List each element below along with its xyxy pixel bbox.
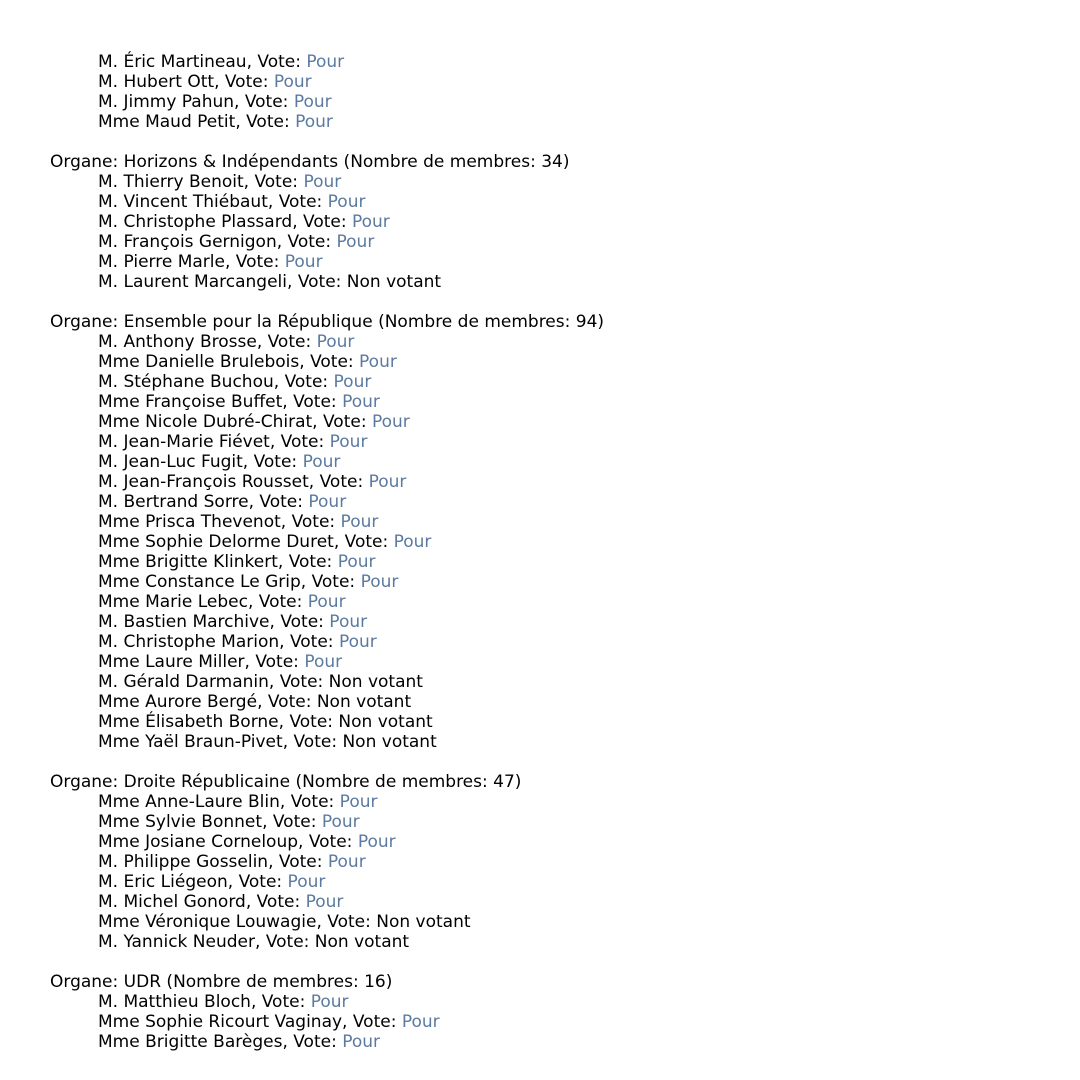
member-name: Mme Maud Petit [98, 112, 236, 132]
vote-label: Vote: [265, 932, 315, 952]
member-row: M. Anthony Brosse, Vote: Pour [98, 332, 355, 352]
member-row: Mme Brigitte Barèges, Vote: Pour [98, 1032, 381, 1052]
member-row: M. Bastien Marchive, Vote: Pour [98, 612, 368, 632]
vote-value: Pour [273, 72, 312, 92]
vote-label: Vote: [256, 892, 306, 912]
vote-value: Pour [360, 572, 399, 592]
member-count-label: Nombre de membres: [384, 312, 576, 332]
vote-value: Pour [339, 792, 378, 812]
member-name: M. Christophe Marion [98, 632, 280, 652]
member-row: M. Gérald Darmanin, Vote: Non votant [98, 672, 423, 692]
member-row: M. Hubert Ott, Vote: Pour [98, 72, 312, 92]
member-row: Mme Danielle Brulebois, Vote: Pour [98, 352, 397, 372]
vote-label: Vote: [293, 732, 343, 752]
vote-value: Non votant [316, 692, 412, 712]
vote-value: Pour [338, 632, 377, 652]
member-row: M. François Gernigon, Vote: Pour [98, 232, 375, 252]
member-row: M. Thierry Benoit, Vote: Pour [98, 172, 342, 192]
vote-label: Vote: [293, 1032, 343, 1052]
vote-label: Vote: [253, 452, 303, 472]
member-row: Mme Anne-Laure Blin, Vote: Pour [98, 792, 378, 812]
group-spacer [50, 132, 1050, 152]
member-count: 34 [541, 152, 563, 172]
vote-label: Vote: [255, 652, 305, 672]
vote-value: Pour [329, 432, 368, 452]
vote-label: Vote: [272, 812, 322, 832]
organe-name: Ensemble pour la République [123, 312, 373, 332]
member-row: M. Matthieu Bloch, Vote: Pour [98, 992, 349, 1012]
member-name: M. Eric Liégeon [98, 872, 228, 892]
member-name: M. Gérald Darmanin [98, 672, 269, 692]
organe-header: Organe: Ensemble pour la République (Nombre de membres: 94) [50, 312, 605, 332]
organe-name: UDR [123, 972, 162, 992]
member-row: Mme Constance Le Grip, Vote: Pour [98, 572, 399, 592]
vote-label: Vote: [278, 192, 328, 212]
vote-label: Vote: [291, 512, 341, 532]
member-name: M. Matthieu Bloch [98, 992, 251, 1012]
vote-value: Pour [333, 372, 372, 392]
organe-label: Organe: [50, 972, 124, 992]
member-name: Mme Véronique Louwagie [98, 912, 317, 932]
member-name: M. Stéphane Buchou [98, 372, 274, 392]
member-row: Mme Nicole Dubré-Chirat, Vote: Pour [98, 412, 410, 432]
member-row: M. Philippe Gosselin, Vote: Pour [98, 852, 366, 872]
vote-label: Vote: [352, 1012, 402, 1032]
vote-label: Vote: [297, 272, 347, 292]
member-row: Mme Élisabeth Borne, Vote: Non votant [98, 712, 433, 732]
vote-label: Vote: [258, 592, 308, 612]
member-name: Mme Brigitte Klinkert [98, 552, 278, 572]
vote-label: Vote: [293, 392, 343, 412]
vote-label: Vote: [311, 572, 361, 592]
vote-value: Pour [368, 472, 407, 492]
vote-value: Pour [308, 492, 347, 512]
member-name: Mme Laure Miller [98, 652, 245, 672]
organe-label: Organe: [50, 152, 124, 172]
vote-label: Vote: [267, 692, 317, 712]
member-name: Mme Constance Le Grip [98, 572, 301, 592]
vote-value: Pour [337, 552, 376, 572]
organe-group [50, 772, 1050, 952]
member-name: M. Pierre Marle [98, 252, 225, 272]
member-name: M. Jean-Luc Fugit [98, 452, 243, 472]
member-name: Mme Aurore Bergé [98, 692, 258, 712]
organe-header: Organe: UDR (Nombre de membres: 16) [50, 972, 393, 992]
member-row: Mme Marie Lebec, Vote: Pour [98, 592, 346, 612]
member-row: Mme Maud Petit, Vote: Pour [98, 112, 333, 132]
vote-value: Pour [393, 532, 432, 552]
vote-label: Vote: [246, 112, 296, 132]
organe-group [50, 52, 1050, 132]
vote-value: Non votant [338, 712, 433, 732]
member-name: Mme Prisca Thevenot [98, 512, 281, 532]
vote-value: Pour [342, 1032, 381, 1052]
vote-value: Pour [342, 392, 380, 412]
member-name: M. François Gernigon [98, 232, 277, 252]
member-name: Mme Anne-Laure Blin [98, 792, 280, 812]
vote-label: Vote: [310, 352, 360, 372]
member-row: Mme Véronique Louwagie, Vote: Non votant [98, 912, 471, 932]
member-name: M. Michel Gonord [98, 892, 246, 912]
vote-value: Non votant [314, 932, 410, 952]
vote-value: Pour [303, 172, 342, 192]
vote-value: Pour [310, 992, 349, 1012]
vote-value: Non votant [342, 732, 437, 752]
vote-value: Pour [351, 212, 390, 232]
member-row: M. Bertrand Sorre, Vote: Pour [98, 492, 347, 512]
member-name: M. Anthony Brosse [98, 332, 257, 352]
member-row: Mme Brigitte Klinkert, Vote: Pour [98, 552, 376, 572]
vote-value: Pour [316, 332, 355, 352]
vote-value: Pour [321, 812, 360, 832]
member-name: Mme Sophie Ricourt Vaginay [98, 1012, 343, 1032]
vote-label: Vote: [289, 632, 339, 652]
member-row: Mme Sophie Delorme Duret, Vote: Pour [98, 532, 432, 552]
member-name: M. Vincent Thiébaut [98, 192, 268, 212]
vote-label: Vote: [288, 552, 338, 572]
member-name: M. Philippe Gosselin [98, 852, 269, 872]
member-name: Mme Danielle Brulebois [98, 352, 300, 372]
vote-value: Pour [359, 352, 397, 372]
vote-label: Vote: [322, 412, 372, 432]
member-name: M. Jean-François Rousset [98, 472, 309, 492]
group-spacer [50, 752, 1050, 772]
vote-value: Pour [401, 1012, 440, 1032]
vote-value: Pour [287, 872, 326, 892]
vote-label: Vote: [267, 332, 317, 352]
vote-value: Pour [336, 232, 375, 252]
organe-group [50, 972, 1050, 1052]
member-row: M. Stéphane Buchou, Vote: Pour [98, 372, 372, 392]
member-row: Mme Yaël Braun-Pivet, Vote: Non votant [98, 732, 437, 752]
member-row: M. Eric Liégeon, Vote: Pour [98, 872, 326, 892]
member-name: Mme Sophie Delorme Duret [98, 532, 334, 552]
member-row: M. Jean-François Rousset, Vote: Pour [98, 472, 407, 492]
vote-label: Vote: [327, 912, 377, 932]
vote-label: Vote: [280, 612, 330, 632]
member-count: 47 [493, 772, 515, 792]
vote-value: Non votant [328, 672, 423, 692]
vote-label: Vote: [261, 992, 311, 1012]
member-row: M. Christophe Marion, Vote: Pour [98, 632, 377, 652]
vote-value: Pour [304, 652, 343, 672]
member-row: M. Michel Gonord, Vote: Pour [98, 892, 344, 912]
organe-name: Droite Républicaine [123, 772, 291, 792]
member-name: Mme Marie Lebec [98, 592, 248, 612]
vote-value: Pour [327, 852, 366, 872]
member-count: 94 [575, 312, 598, 332]
member-count-label: Nombre de membres: [350, 152, 542, 172]
member-name: M. Christophe Plassard [98, 212, 293, 232]
vote-label: Vote: [319, 472, 369, 492]
organe-label: Organe: [50, 312, 124, 332]
member-name: Mme Françoise Buffet [98, 392, 283, 412]
vote-label: Vote: [344, 532, 394, 552]
member-row: Mme Françoise Buffet, Vote: Pour [98, 392, 380, 412]
member-row: M. Vincent Thiébaut, Vote: Pour [98, 192, 366, 212]
member-name: M. Jimmy Pahun [98, 92, 235, 112]
group-spacer [50, 952, 1050, 972]
member-row: Mme Prisca Thevenot, Vote: Pour [98, 512, 379, 532]
vote-label: Vote: [290, 792, 340, 812]
member-name: M. Yannick Neuder [98, 932, 255, 952]
vote-label: Vote: [257, 52, 307, 72]
member-row: M. Laurent Marcangeli, Vote: Non votant [98, 272, 442, 292]
group-spacer [50, 292, 1050, 312]
member-name: Mme Nicole Dubré-Chirat [98, 412, 313, 432]
organe-header: Organe: Droite Républicaine (Nombre de membres: 47) [50, 772, 522, 792]
member-name: M. Bertrand Sorre [98, 492, 249, 512]
member-name: Mme Josiane Corneloup [98, 832, 299, 852]
member-count-label: Nombre de membres: [302, 772, 494, 792]
vote-value: Pour [371, 412, 410, 432]
vote-label: Vote: [284, 372, 334, 392]
member-row: Mme Laure Miller, Vote: Pour [98, 652, 343, 672]
organe-name: Horizons & Indépendants [123, 152, 339, 172]
member-row: M. Éric Martineau, Vote: Pour [98, 52, 345, 72]
vote-label: Vote: [280, 432, 330, 452]
vote-label: Vote: [289, 712, 339, 732]
member-row: M. Christophe Plassard, Vote: Pour [98, 212, 390, 232]
member-name: M. Bastien Marchive [98, 612, 270, 632]
member-row: Mme Sylvie Bonnet, Vote: Pour [98, 812, 360, 832]
member-row: Mme Josiane Corneloup, Vote: Pour [98, 832, 396, 852]
member-name: M. Éric Martineau [98, 52, 247, 72]
member-name: M. Hubert Ott [98, 72, 215, 92]
member-name: Mme Brigitte Barèges [98, 1032, 283, 1052]
member-name: M. Jean-Marie Fiévet [98, 432, 270, 452]
vote-value: Pour [295, 112, 333, 132]
organe-header: Organe: Horizons & Indépendants (Nombre de membres: 34) [50, 152, 570, 172]
vote-value: Pour [302, 452, 341, 472]
vote-label: Vote: [235, 252, 285, 272]
vote-value: Pour [327, 192, 366, 212]
vote-value: Non votant [346, 272, 442, 292]
member-row: M. Jean-Luc Fugit, Vote: Pour [98, 452, 341, 472]
vote-value: Non votant [376, 912, 471, 932]
member-row: M. Pierre Marle, Vote: Pour [98, 252, 323, 272]
member-name: Mme Élisabeth Borne [98, 712, 279, 732]
member-row: Mme Sophie Ricourt Vaginay, Vote: Pour [98, 1012, 440, 1032]
organe-group [50, 312, 1050, 752]
vote-value: Pour [284, 252, 323, 272]
vote-value: Pour [293, 92, 332, 112]
vote-label: Vote: [308, 832, 358, 852]
member-name: M. Thierry Benoit [98, 172, 244, 192]
member-count-label: Nombre de membres: [173, 972, 365, 992]
member-row: Mme Aurore Bergé, Vote: Non votant [98, 692, 412, 712]
member-count: 16 [364, 972, 386, 992]
member-name: Mme Sylvie Bonnet [98, 812, 263, 832]
vote-label: Vote: [224, 72, 274, 92]
member-name: Mme Yaël Braun-Pivet [98, 732, 283, 752]
organe-label: Organe: [50, 772, 124, 792]
member-row: M. Yannick Neuder, Vote: Non votant [98, 932, 410, 952]
vote-label: Vote: [254, 172, 304, 192]
vote-document [50, 52, 1050, 1052]
organe-group [50, 152, 1050, 292]
vote-label: Vote: [238, 872, 288, 892]
vote-value: Pour [357, 832, 396, 852]
vote-label: Vote: [303, 212, 352, 232]
vote-value: Pour [340, 512, 379, 532]
vote-value: Pour [306, 52, 345, 72]
member-row: M. Jean-Marie Fiévet, Vote: Pour [98, 432, 368, 452]
member-name: M. Laurent Marcangeli [98, 272, 287, 292]
vote-value: Pour [307, 592, 346, 612]
vote-label: Vote: [244, 92, 294, 112]
vote-value: Pour [305, 892, 344, 912]
vote-label: Vote: [278, 852, 328, 872]
vote-label: Vote: [279, 672, 329, 692]
vote-label: Vote: [259, 492, 309, 512]
vote-value: Pour [329, 612, 368, 632]
member-row: M. Jimmy Pahun, Vote: Pour [98, 92, 332, 112]
vote-label: Vote: [287, 232, 337, 252]
